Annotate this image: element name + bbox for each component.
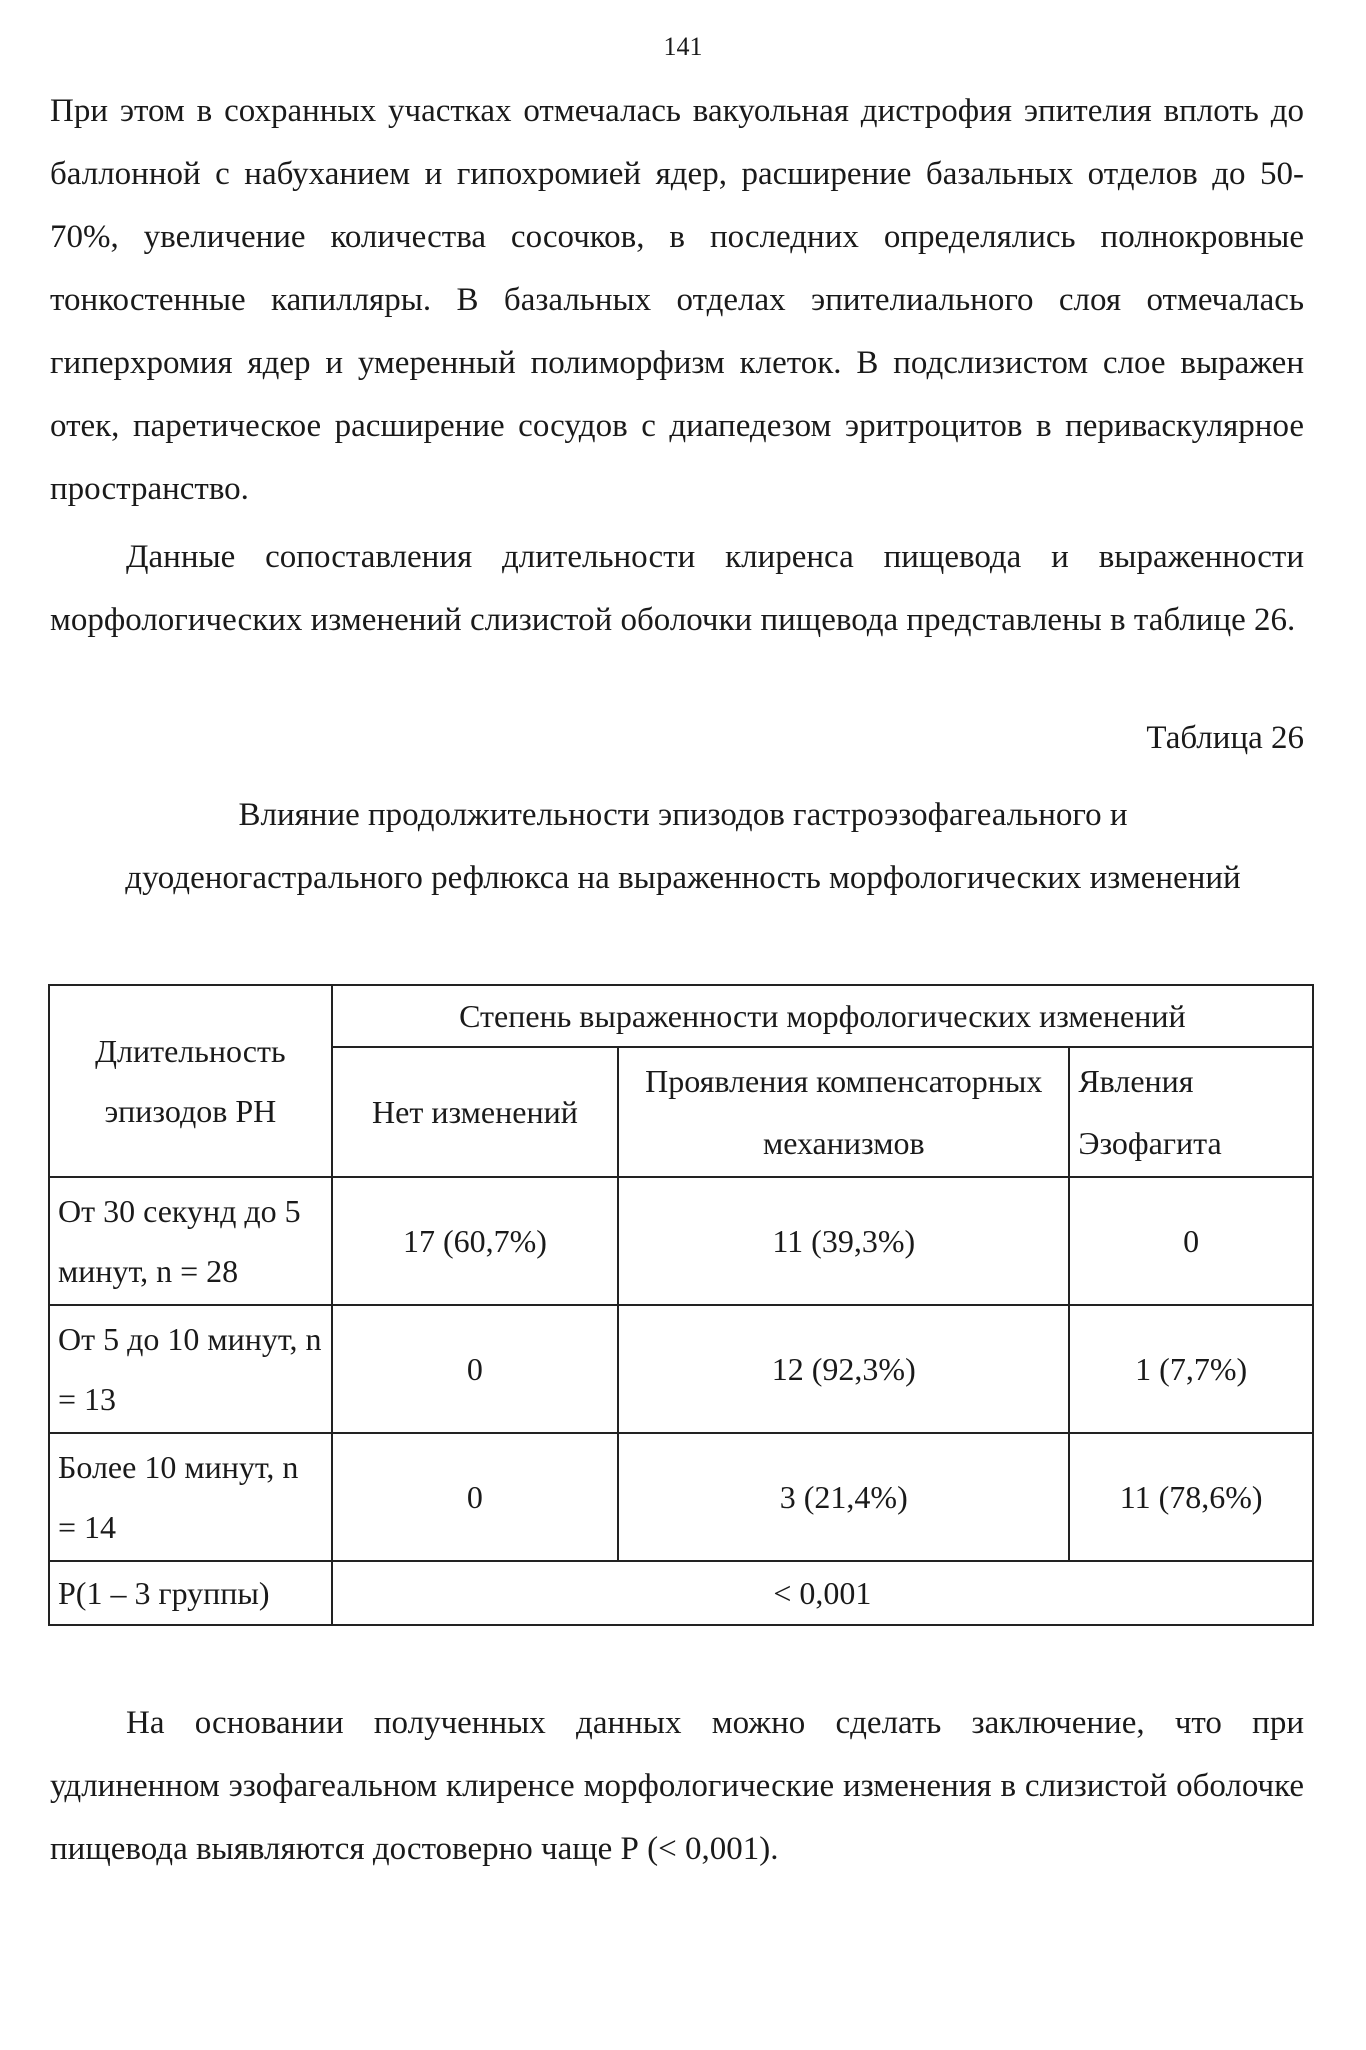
p-value-label: Р(1 – 3 группы) <box>49 1561 332 1625</box>
table-caption: Влияние продолжительности эпизодов гастроэзофагеального и дуоденогастрального рефлюкса на выраженность морфологических изменений <box>125 797 1241 896</box>
row-label: От 30 секунд до 5 минут, n = 28 <box>49 1177 332 1305</box>
table-cell: 0 <box>1069 1177 1313 1305</box>
table-cell: 1 (7,7%) <box>1069 1305 1313 1433</box>
header-col-3: Явления Эзофагита <box>1069 1047 1313 1177</box>
table-row <box>49 1433 1313 1561</box>
paragraph-3: На основании полученных данных можно сделать заключение, что при удлиненном эзофагеальном клиренсе морфологические изменения в слизистой оболочке пищевода выявляются достоверно чаще Р (< 0,001). <box>50 1705 1304 1867</box>
row-label: Более 10 минут, n = 14 <box>49 1433 332 1561</box>
header-duration: Длительность эпизодов РН <box>49 985 332 1177</box>
header-col-1: Нет изменений <box>332 1047 618 1177</box>
page-number: 141 <box>663 32 703 61</box>
header-group: Степень выраженности морфологических изменений <box>332 985 1313 1047</box>
table-row <box>49 1177 1313 1305</box>
table-label: Таблица 26 <box>1146 720 1304 756</box>
header-col-2: Проявления компенсаторных механизмов <box>618 1047 1069 1177</box>
paragraph-2: Данные сопоставления длительности клиренса пищевода и выраженности морфологических изменений слизистой оболочки пищевода представлены в таблице 26. <box>50 539 1304 638</box>
p-value: < 0,001 <box>332 1561 1313 1625</box>
table-cell: 0 <box>332 1433 618 1561</box>
data-table <box>48 984 1314 1626</box>
table-cell: 11 (78,6%) <box>1069 1433 1313 1561</box>
p-value-row <box>49 1561 1313 1625</box>
table-cell: 11 (39,3%) <box>618 1177 1069 1305</box>
table-cell: 3 (21,4%) <box>618 1433 1069 1561</box>
table-row <box>49 1305 1313 1433</box>
table-cell: 17 (60,7%) <box>332 1177 618 1305</box>
paragraph-1: При этом в сохранных участках отмечалась вакуольная дистрофия эпителия вплоть до баллонной с набуханием и гипохромией ядер, расширение базальных отделов до 50-70%, увеличение количества сосочков, в последних определялись полнокровные тонкостенные капилляры. В базальных отделах эпителиального слоя отмечалась гиперхромия ядер и умеренный полиморфизм клеток. В подслизистом слое выражен отек, паретическое расширение сосудов с диапедезом эритроцитов в периваскулярное пространство. <box>50 93 1304 507</box>
table-cell: 0 <box>332 1305 618 1433</box>
row-label: От 5 до 10 минут, n = 13 <box>49 1305 332 1433</box>
table-cell: 12 (92,3%) <box>618 1305 1069 1433</box>
